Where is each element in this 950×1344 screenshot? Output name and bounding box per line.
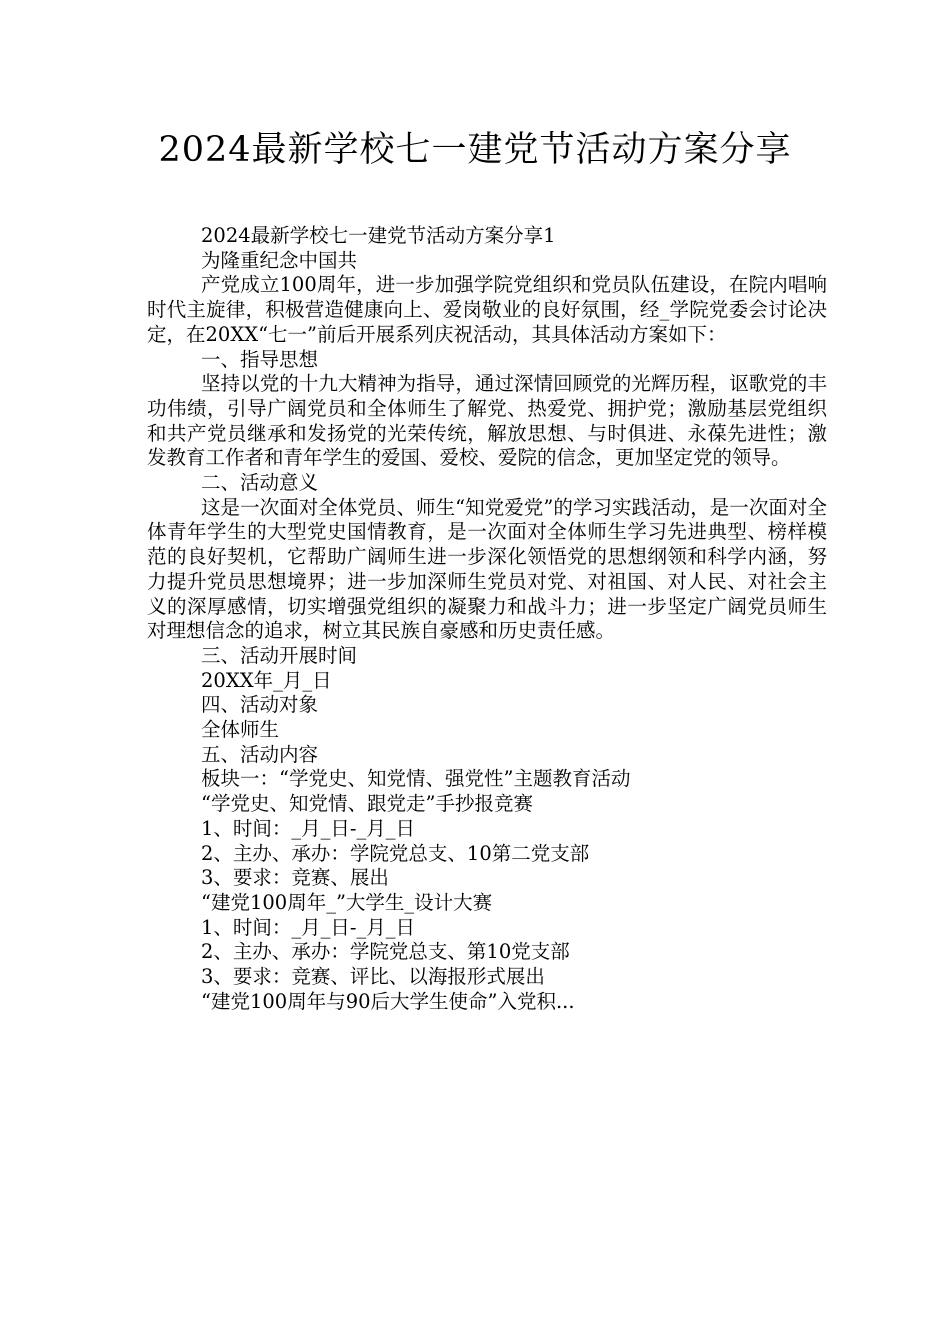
activity-one-requirement: 3、要求：竞赛、展出	[201, 866, 389, 890]
section-heading-audience: 四、活动对象	[201, 693, 319, 717]
guiding-thought-paragraph: 坚持以党的十九大精神为指导，通过深情回顾党的光辉历程，讴歌党的丰功伟绩，引导广阔党员和全体师生了解党、热爱党、拥护党；激励基层党组织和共产党员继承和发扬党的光荣传统，解放思想、与时俱进、永葆先进性；激发教育工作者和青年学生的爱国、爱校、爱院的信念，更加坚定党的领导。	[147, 372, 827, 470]
section-heading-significance: 二、活动意义	[201, 471, 319, 495]
significance-paragraph: 这是一次面对全体党员、师生“知党爱党”的学习实践活动，是一次面对全体青年学生的大型党史国情教育，是一次面对全体师生学习先进典型、榜样模范的良好契机，它帮助广阔师生进一步深化领悟党的思想纲领和科学内涵，努力提升党员思想境界；进一步加深师生党员对党、对祖国、对人民、对社会主义的深厚感情，切实增强党组织的凝聚力和战斗力；进一步坚定广阔党员师生对理想信念的追求，树立其民族自豪感和历史责任感。	[147, 495, 827, 643]
section-heading-content: 五、活动内容	[201, 742, 319, 766]
audience-value: 全体师生	[201, 718, 280, 742]
activity-one-time: 1、时间：_月_日-_月_日	[201, 816, 415, 840]
activity-two-organizer: 2、主办、承办：学院党总支、第10党支部	[201, 940, 570, 964]
subtitle-paragraph: 2024最新学校七一建党节活动方案分享1	[201, 224, 556, 247]
intro-paragraph: 产党成立100周年，进一步加强学院党组织和党员队伍建设，在院内唱响时代主旋律，积极营造健康向上、爱岗敬业的良好氛围，经_学院党委会讨论决定，在20XX“七一”前后开展系列庆祝活动，其具体活动方案如下：	[147, 273, 827, 346]
activity-title-mission: “建党100周年与90后大学生使命”入党积...	[201, 989, 575, 1013]
section-heading-guiding-thought: 一、指导思想	[201, 347, 319, 371]
section-heading-time: 三、活动开展时间	[201, 643, 358, 667]
intro-fragment: 为隆重纪念中国共	[201, 248, 358, 272]
activity-title-design-contest: “建党100周年_”大学生_设计大赛	[201, 890, 493, 914]
activity-two-time: 1、时间：_月_日-_月_日	[201, 915, 415, 939]
activity-two-requirement: 3、要求：竞赛、评比、以海报形式展出	[201, 965, 545, 989]
content-module-one: 板块一：“学党史、知党情、强党性”主题教育活动	[201, 767, 631, 791]
activity-one-organizer: 2、主办、承办：学院党总支、10第二党支部	[201, 841, 590, 865]
document-body	[147, 224, 827, 1015]
activity-title-newspaper-contest: “学党史、知党情、跟党走”手抄报竞赛	[201, 792, 533, 816]
time-value: 20XX年_月_日	[201, 668, 332, 692]
document-title: 2024最新学校七一建党节活动方案分享	[158, 130, 792, 170]
